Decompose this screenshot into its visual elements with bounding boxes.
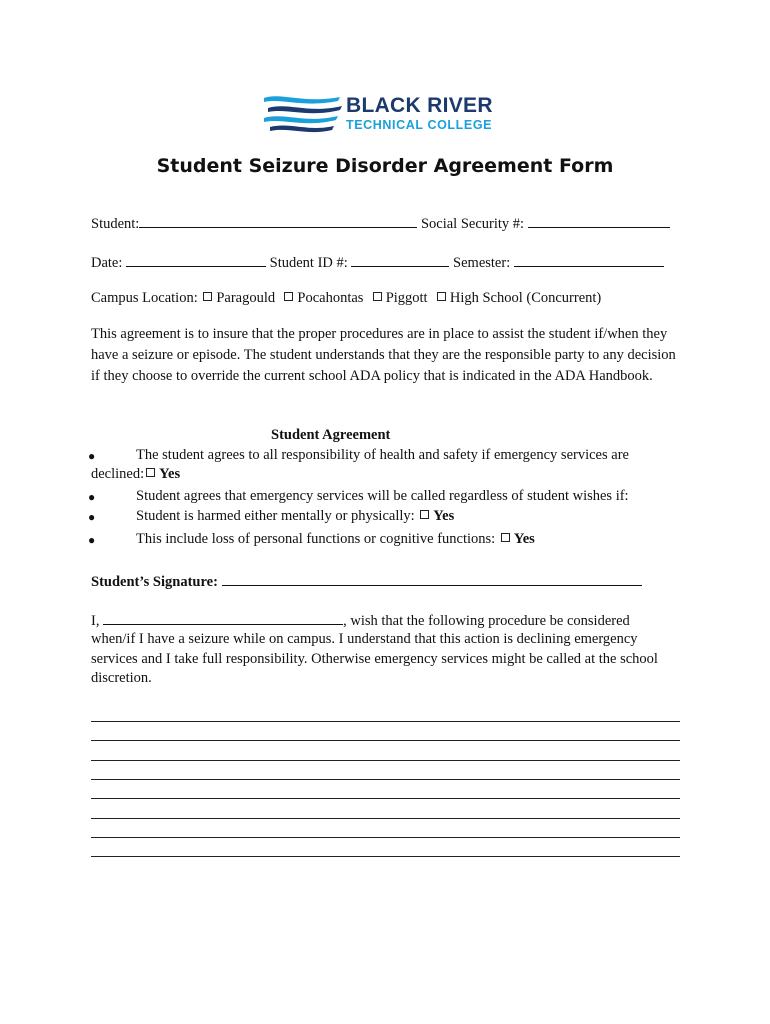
bullet-3: ● xyxy=(88,510,96,524)
logo-text-technical-college: TECHNICAL COLLEGE xyxy=(346,118,493,132)
date-field[interactable] xyxy=(126,253,266,267)
checkbox-declined-yes[interactable] xyxy=(146,468,155,477)
page-title: Student Seizure Disorder Agreement Form xyxy=(156,155,614,177)
agreement-item-1-line1: The student agrees to all responsibility of health and safety if emergency services are xyxy=(136,447,629,463)
harmed-label: Student is harmed either mentally or physically: xyxy=(136,508,415,524)
declaration-prefix: I, xyxy=(91,613,100,629)
ssn-field[interactable] xyxy=(528,214,670,228)
declaration-first-line xyxy=(91,611,630,630)
writing-line-1[interactable] xyxy=(91,721,680,722)
semester-field[interactable] xyxy=(514,257,664,267)
river-waves-icon xyxy=(262,92,342,136)
yes-label-1: Yes xyxy=(159,466,181,482)
writing-line-4[interactable] xyxy=(91,779,680,780)
agreement-heading: Student Agreement xyxy=(271,427,391,443)
yes-label-2: Yes xyxy=(433,508,455,524)
campus-label: Campus Location: xyxy=(91,290,198,306)
writing-line-2[interactable] xyxy=(91,740,680,741)
student-label: Student: xyxy=(91,216,140,232)
logo-text-black-river: BLACK RIVER xyxy=(346,94,493,117)
checkbox-paragould[interactable] xyxy=(203,292,212,301)
loss-functions-label: This include loss of personal functions or cognitive functions: xyxy=(136,531,496,547)
declaration-paragraph: when/if I have a seizure while on campus. I understand that this action is declining emergency services and I take full responsibility. Otherwise emergency services might be called at the school discretion. xyxy=(91,631,658,686)
writing-line-5[interactable] xyxy=(91,798,680,799)
semester-label: Semester: xyxy=(453,255,511,271)
signature-row xyxy=(91,572,642,591)
signature-label: Student’s Signature: xyxy=(91,574,218,590)
campus-option-piggott: Piggott xyxy=(385,290,428,306)
declaration-suffix: , wish that the following procedure be considered xyxy=(343,613,630,629)
agreement-item-1-line2 xyxy=(91,466,180,483)
declaration-name-field[interactable] xyxy=(103,611,343,625)
college-logo xyxy=(262,92,512,136)
yes-label-3: Yes xyxy=(513,531,535,547)
writing-line-3[interactable] xyxy=(91,760,680,761)
campus-row xyxy=(91,290,601,307)
agreement-item-4 xyxy=(136,531,535,548)
student-id-label: Student ID #: xyxy=(269,255,348,271)
checkbox-piggott[interactable] xyxy=(373,292,382,301)
date-row xyxy=(91,253,664,272)
declined-label: declined: xyxy=(91,466,145,482)
date-label: Date: xyxy=(91,255,123,271)
campus-option-high-school: High School (Concurrent) xyxy=(449,290,602,306)
agreement-item-2: Student agrees that emergency services will be called regardless of student wishes if: xyxy=(136,488,629,504)
campus-option-pocahontas: Pocahontas xyxy=(297,290,364,306)
student-id-field[interactable] xyxy=(351,253,449,267)
campus-option-paragould: Paragould xyxy=(216,290,276,306)
checkbox-pocahontas[interactable] xyxy=(284,292,293,301)
checkbox-loss-yes[interactable] xyxy=(501,533,510,542)
writing-line-6[interactable] xyxy=(91,818,680,819)
writing-line-8[interactable] xyxy=(91,856,680,857)
bullet-1: ● xyxy=(88,449,96,463)
signature-field[interactable] xyxy=(222,572,642,586)
student-name-field[interactable] xyxy=(139,214,417,228)
ssn-label: Social Security #: xyxy=(420,216,525,232)
student-row xyxy=(91,214,670,233)
agreement-item-3 xyxy=(136,508,454,525)
checkbox-high-school[interactable] xyxy=(437,292,446,301)
intro-paragraph: This agreement is to insure that the proper procedures are in place to assist the student if/when they have a seizure or episode. The student understands that they are the responsible party to any decision if they choose to override the current school ADA policy that is indicated in the ADA Handbook. xyxy=(91,326,676,384)
writing-line-7[interactable] xyxy=(91,837,680,838)
checkbox-harmed-yes[interactable] xyxy=(420,510,429,519)
bullet-2: ● xyxy=(88,490,96,504)
bullet-4: ● xyxy=(88,533,96,547)
